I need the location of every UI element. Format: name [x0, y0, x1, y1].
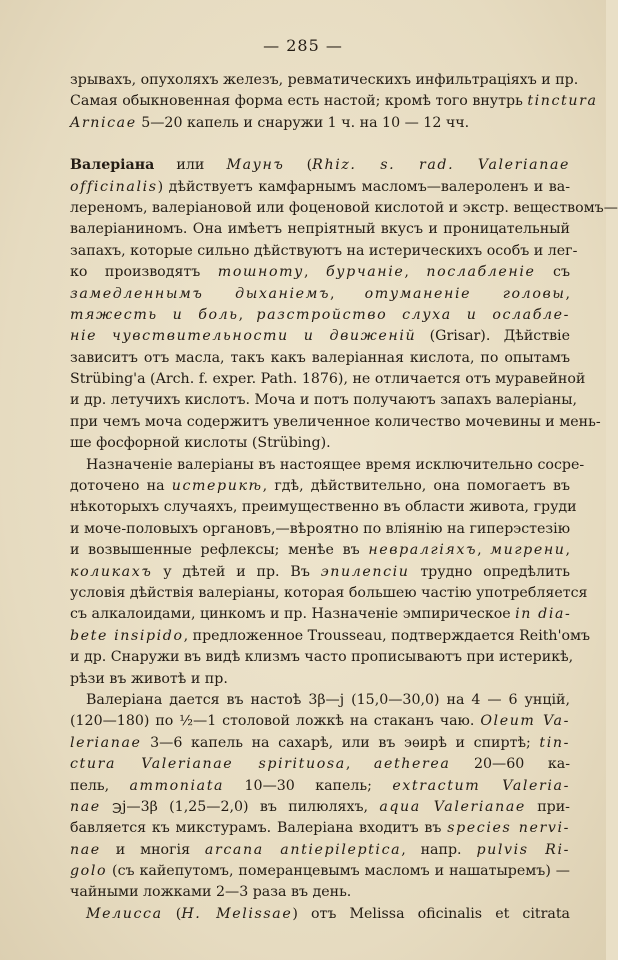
text-line	[70, 861, 570, 882]
text-line	[70, 904, 570, 925]
emphasized-text: Oleum Va-	[480, 713, 570, 730]
emphasized-text: замедленнымъ дыханіемъ	[70, 285, 331, 302]
text-line	[70, 497, 577, 518]
body-text	[70, 70, 618, 925]
text-run: (съ кайепутомъ, померанцевымъ масломъ и нашатыремъ) —	[107, 863, 570, 880]
text-line	[70, 797, 570, 818]
text-run: 3—6 капель на сахарѣ, или въ эѳирѣ и спиртѣ;	[141, 734, 540, 751]
text-line	[70, 412, 601, 433]
text-line	[70, 711, 570, 732]
text-line	[70, 113, 570, 134]
emphasized-text: ніе чувствительности и движеній	[70, 328, 417, 345]
text-run: ,	[345, 756, 374, 773]
text-line	[70, 241, 578, 262]
text-line	[70, 754, 570, 775]
text-run: доточено на	[70, 478, 172, 495]
text-line	[70, 626, 591, 647]
text-run: бавляется къ микстурамъ. Валеріана входитъ въ	[70, 820, 448, 837]
text-run: (	[162, 905, 182, 922]
text-run: и многія	[100, 841, 205, 858]
text-run: у дѣтей и пр. Въ	[152, 563, 321, 580]
emphasized-text: бурчаніе	[326, 264, 405, 281]
text-run: Валеріана дается въ настоѣ 3β—j (15,0—30,0) на 4 — 6 унцій,	[86, 691, 570, 708]
emphasized-text: arcana antiepileptica	[204, 841, 402, 858]
emphasized-text: Rhiz. s. rad. Valerianae	[312, 157, 571, 174]
text-run: 10—30 капель;	[224, 777, 393, 794]
text-run: ,	[238, 306, 257, 323]
text-run: условія дѣйствія валеріаны, которая большею частію употребляется	[70, 584, 588, 601]
text-run: нѣкоторыхъ случаяхъ, преимущественно въ области живота, груди	[70, 499, 577, 516]
text-line	[70, 433, 570, 454]
text-line	[70, 369, 586, 390]
text-run: и др. Снаружи въ видѣ клизмъ часто прописываютъ при истерикѣ,	[70, 649, 574, 666]
text-run: ,	[565, 285, 570, 302]
emphasized-text: pulvis Ri-	[476, 841, 570, 858]
text-line	[70, 840, 570, 861]
emphasized-text: officinalis	[70, 178, 158, 195]
emphasized-text: тошноту	[217, 264, 305, 281]
term-heading: Валеріана	[70, 157, 155, 174]
text-run: , гдѣ, дѣйствительно, она помогаетъ въ	[262, 478, 570, 495]
text-run: ,	[565, 542, 571, 559]
text-run: при чемъ моча содержитъ увеличенное количество мочевины и мень-	[70, 413, 601, 430]
emphasized-text: ammoniata	[129, 777, 225, 794]
emphasized-text: послабленіе	[426, 264, 536, 281]
emphasized-text: aqua Valerianae	[379, 798, 526, 815]
text-run: ,	[330, 285, 365, 302]
paragraph-gap	[70, 134, 570, 155]
text-run: съ	[535, 264, 570, 281]
page-number: — 285 —	[263, 36, 343, 55]
emphasized-text: разстройство слуха и ослабле-	[256, 306, 570, 323]
text-run: (Grisar). Дѣйствіе	[416, 328, 570, 345]
text-run: 5—20 капель и снаружи 1 ч. на 10 — 12 чч.	[136, 114, 470, 131]
text-run: трудно опредѣлить	[409, 563, 570, 580]
emphasized-text: тяжесть и боль	[70, 306, 239, 323]
text-line	[70, 690, 570, 711]
text-run: ) отъ Melissa oficinalis et citrata	[292, 905, 570, 922]
emphasized-text: коликахъ	[70, 563, 153, 580]
emphasized-text: эпилепсіи	[320, 563, 410, 580]
emphasized-text: Arnicae	[70, 114, 137, 131]
text-line	[70, 519, 570, 540]
text-line	[70, 262, 570, 283]
text-run: при-	[525, 798, 570, 815]
text-run: лереномъ, валеріановой или фоценовой кислотой и экстр. веществомъ—	[70, 199, 618, 216]
emphasized-text: in dia-	[515, 606, 572, 623]
text-run: рѣзи въ животѣ и пр.	[70, 670, 228, 687]
emphasized-text: Маунъ	[226, 157, 285, 174]
text-run: ко производятъ	[70, 264, 218, 281]
text-line	[70, 70, 579, 91]
text-line	[70, 776, 570, 797]
emphasized-text: мигрени	[490, 542, 566, 559]
text-line	[70, 155, 570, 176]
emphasized-text: невралгіяхъ	[368, 542, 478, 559]
text-run: Самая обыкновенная форма есть настой; кромѣ того внутрь	[70, 93, 528, 110]
text-line	[70, 733, 570, 754]
text-run: Назначеніе валеріаны въ настоящее время исключительно сосре-	[86, 456, 585, 473]
text-run: зрывахъ, опухоляхъ железъ, ревматическихъ инфильтраціяхъ и пр.	[70, 72, 579, 88]
emphasized-text: extractum Valeria-	[392, 777, 570, 794]
text-run: и возвышенные рефлексы; менѣе въ	[70, 542, 369, 559]
text-line	[70, 647, 574, 668]
text-run: съ алкалоидами, цинкомъ и пр. Назначеніе эмпирическое	[70, 606, 516, 623]
text-line	[70, 390, 578, 411]
text-line	[70, 882, 570, 903]
text-line	[70, 476, 570, 497]
text-run: ,	[477, 542, 491, 559]
text-run: , напр.	[401, 841, 477, 858]
text-line	[70, 305, 570, 326]
text-line	[70, 177, 570, 198]
text-line	[70, 455, 585, 476]
text-run: (	[284, 157, 313, 174]
text-line	[70, 219, 570, 240]
text-run: чайными ложками 2—3 раза въ день.	[70, 884, 352, 901]
emphasized-text: nae	[70, 841, 101, 858]
text-run: ше фосфорной кислоты (Strübing).	[70, 435, 331, 452]
emphasized-text: Мелисса	[86, 905, 163, 922]
text-run: и моче-половыхъ органовъ,—вѣроятно по вліянію на гиперэстезію	[70, 520, 571, 537]
emphasized-text: lerianae	[70, 734, 142, 751]
text-line	[70, 583, 588, 604]
text-run: ,	[404, 264, 427, 281]
emphasized-text: tinctura	[527, 93, 598, 110]
text-line	[70, 669, 570, 690]
text-run: зависитъ отъ масла, такъ какъ валеріанная кислота, по опытамъ	[70, 349, 570, 366]
text-run: , предложенное Trousseau, подтверждается Reith'омъ	[183, 627, 591, 644]
emphasized-text: ctura Valerianae spirituosa	[70, 756, 346, 773]
text-line	[70, 348, 570, 369]
emphasized-text: H. Melissae	[181, 905, 293, 922]
text-line	[70, 284, 570, 305]
emphasized-text: nae	[70, 798, 101, 815]
text-run: или	[154, 157, 227, 174]
text-line	[70, 540, 570, 561]
text-run: 20—60 ка-	[450, 756, 570, 773]
text-run: ℈j—3β (1,25—2,0) въ пилюляхъ,	[100, 798, 380, 815]
text-run: ) дѣйствуетъ камфарнымъ масломъ—валероленъ и ва-	[157, 178, 570, 195]
emphasized-text: отуманеніе головы	[364, 285, 566, 302]
text-run: запахъ, которые сильно дѣйствуютъ на истерическихъ особъ и лег-	[70, 242, 578, 259]
text-line	[70, 91, 598, 112]
text-line	[70, 326, 570, 347]
emphasized-text: истерикѣ	[171, 478, 263, 495]
emphasized-text: tin-	[539, 734, 570, 751]
emphasized-text: aetherea	[373, 756, 451, 773]
text-run: валеріаниномъ. Она имѣетъ непріятный вкусъ и проницательный	[70, 221, 570, 238]
text-line	[70, 562, 570, 583]
text-line	[70, 198, 618, 219]
emphasized-text: bete insipido	[70, 627, 184, 644]
emphasized-text: species nervi-	[447, 820, 570, 837]
text-line	[70, 604, 570, 625]
text-run: ,	[304, 264, 327, 281]
text-run: и др. летучихъ кислотъ. Моча и потъ получаютъ запахъ валеріаны,	[70, 392, 578, 409]
text-run: пель,	[70, 777, 130, 794]
text-line	[70, 818, 570, 839]
text-run: (120—180) по ½—1 столовой ложкѣ на стаканъ чаю.	[70, 713, 481, 730]
text-run: Strübing'а (Arch. f. exper. Path. 1876), не отличается отъ муравейной	[70, 371, 586, 388]
emphasized-text: golo	[70, 863, 108, 880]
